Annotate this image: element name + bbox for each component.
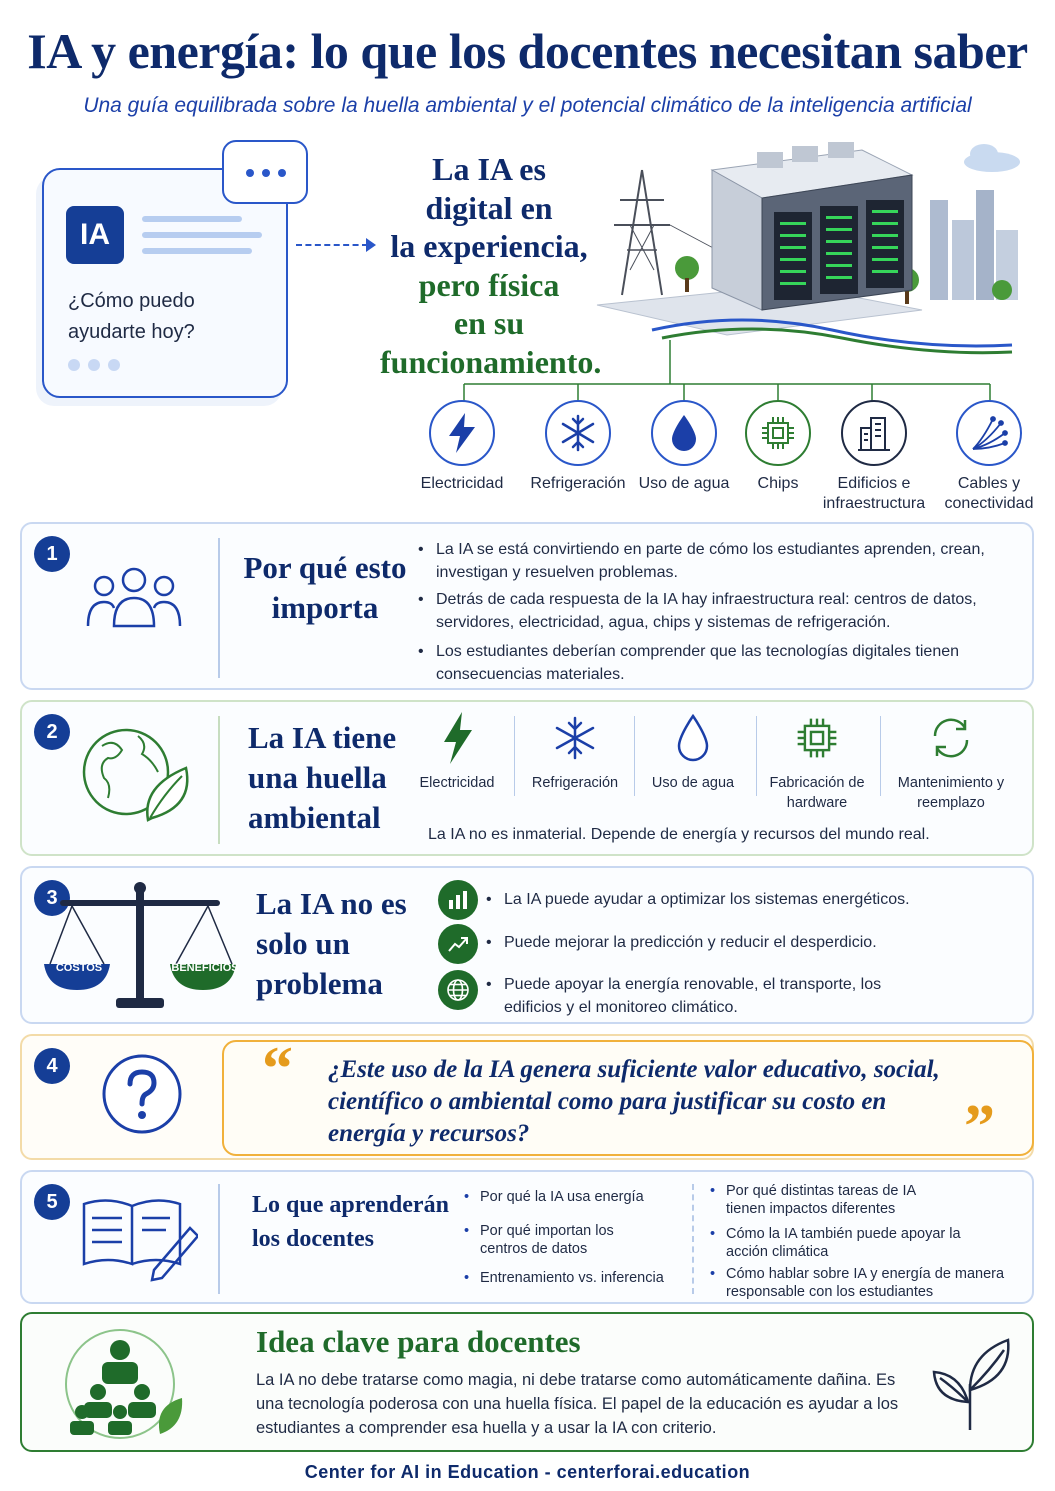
key-question: ¿Este uso de la IA genera suficiente valor educativo, social, científico o ambiental como para justificar su costo en energía y recursos? xyxy=(328,1056,940,1147)
divider xyxy=(692,1184,694,1294)
section-note: La IA no es inmaterial. Depende de energía y recursos del mundo real. xyxy=(428,826,930,843)
component-electricity xyxy=(402,400,522,494)
hero-line: digital en xyxy=(425,189,553,226)
bullet-item: • Puede mejorar la predicción y reducir el desperdicio. xyxy=(504,931,1004,954)
section-number: 3 xyxy=(34,880,70,916)
component-label: Chips xyxy=(757,475,799,492)
key-idea-text: La IA no debe tratarse como magia, ni debe tratarse como automáticamente dañina. Es una tecnología poderosa con una huella física. El papel de la educación es ayudar a los estudiantes a comprender esa huella y a usar la IA con criterio. xyxy=(256,1371,899,1437)
feature-label: Electricidad xyxy=(419,775,495,791)
list-item: • Cómo la IA también puede apoyar la acción climática xyxy=(726,1225,966,1261)
feature-hardware xyxy=(758,712,876,813)
list-item: • Entrenamiento vs. inferencia xyxy=(480,1269,690,1287)
feature-electricity xyxy=(398,712,516,793)
section-what-teachers-learn xyxy=(20,1170,1034,1304)
lightning-icon xyxy=(429,400,495,466)
book-pencil-icon xyxy=(78,1190,198,1282)
question-mark-icon xyxy=(100,1052,184,1136)
close-quote-icon: ” xyxy=(964,1093,995,1161)
datacenter-illustration xyxy=(592,130,1032,365)
teacher-students-icon xyxy=(58,1326,188,1440)
component-label: Cables y conectividad xyxy=(944,475,1034,512)
feature-maintenance xyxy=(892,712,1010,813)
seedling-icon xyxy=(930,1332,1016,1432)
dashed-arrow xyxy=(296,244,368,246)
feature-water xyxy=(634,712,752,793)
lightning-icon xyxy=(440,712,474,764)
hero-line: funcionamiento. xyxy=(380,343,602,380)
globe-icon xyxy=(438,970,478,1010)
globe-leaf-icon xyxy=(78,720,198,824)
speech-bubble-icon xyxy=(222,140,308,204)
scale-right-label: BENEFICIOS xyxy=(171,962,239,974)
divider xyxy=(514,716,515,796)
hero-line: pero física xyxy=(418,266,560,303)
building-icon xyxy=(841,400,907,466)
section-environmental-footprint xyxy=(20,700,1034,856)
component-label: Edificios e infraestructura xyxy=(822,475,926,512)
section-title: Lo que aprenderán los docentes xyxy=(252,1192,449,1252)
chat-line xyxy=(142,216,242,222)
bullet-item: • La IA puede ayudar a optimizar los sistemas energéticos. xyxy=(504,888,1004,911)
feature-label: Uso de agua xyxy=(651,775,735,791)
bullet-item: • Detrás de cada respuesta de la IA hay infraestructura real: centros de datos, servidores, electricidad, agua, chips y sistemas de refrigeración. xyxy=(436,588,1016,634)
section-number: 5 xyxy=(34,1184,70,1220)
chat-line xyxy=(142,232,262,238)
feature-label: Mantenimiento y reemplazo xyxy=(897,775,1005,811)
section-title: La IA no es solo un problema xyxy=(256,886,407,1001)
quote-box xyxy=(222,1035,1034,1161)
typing-dot xyxy=(88,359,100,371)
section-number: 2 xyxy=(34,714,70,750)
balance-scale-icon xyxy=(40,878,240,1018)
list-item: • Por qué distintas tareas de IA tienen impactos diferentes xyxy=(726,1182,946,1218)
divider xyxy=(218,1184,220,1294)
section-not-only-problem xyxy=(20,866,1034,1024)
bullet-item: • Puede apoyar la energía renovable, el transporte, los edificios y el monitoreo climático. xyxy=(504,973,904,1019)
component-cooling xyxy=(518,400,638,494)
hero-line: en su xyxy=(453,305,525,341)
divider xyxy=(756,716,757,796)
page-title: IA y energía: lo que los docentes necesitan saber xyxy=(27,23,1028,79)
water-drop-icon xyxy=(651,400,717,466)
arrow-head-icon xyxy=(366,238,376,252)
feature-cooling xyxy=(516,712,634,793)
open-quote-icon: “ xyxy=(262,1035,293,1103)
divider xyxy=(880,716,881,796)
component-buildings xyxy=(814,400,934,514)
section-key-question xyxy=(20,1034,1034,1160)
chat-question: ¿Cómo puedo ayudarte hoy? xyxy=(68,290,195,343)
bullet-item: • La IA se está convirtiendo en parte de cómo los estudiantes aprenden, crean, investigan y resuelven problemas. xyxy=(436,538,1016,584)
section-title: La IA tiene una huella ambiental xyxy=(248,720,397,835)
component-label: Uso de agua xyxy=(638,475,730,492)
component-connector-lines xyxy=(460,340,1020,402)
trend-up-icon xyxy=(438,924,478,964)
snowflake-icon xyxy=(552,712,598,764)
section-key-idea xyxy=(20,1312,1034,1452)
typing-dot xyxy=(108,359,120,371)
recycle-icon xyxy=(925,712,977,764)
page-subtitle: Una guía equilibrada sobre la huella ambiental y el potencial climático de la inteligencia artificial xyxy=(83,94,972,117)
hero-line: la experiencia, xyxy=(390,228,588,264)
feature-label: Refrigeración xyxy=(531,775,619,791)
component-label: Refrigeración xyxy=(530,475,626,492)
water-drop-icon xyxy=(675,712,711,764)
section-number: 1 xyxy=(34,536,70,572)
divider xyxy=(218,716,220,844)
chat-line xyxy=(142,248,252,254)
divider xyxy=(218,538,220,678)
list-item: • Por qué importan los centros de datos xyxy=(480,1222,650,1258)
footer-credit: Center for AI in Education - centerforai.education xyxy=(304,1462,751,1482)
feature-label: Fabricación de hardware xyxy=(769,775,865,811)
fiber-cable-icon xyxy=(956,400,1022,466)
snowflake-icon xyxy=(545,400,611,466)
chip-icon xyxy=(794,712,840,764)
hero-line: La IA es xyxy=(432,151,546,187)
component-label: Electricidad xyxy=(420,475,504,492)
bullet-item: • Los estudiantes deberían comprender que las tecnologías digitales tienen consecuencias materiales. xyxy=(436,640,996,686)
key-idea-title: Idea clave para docentes xyxy=(256,1324,581,1359)
section-why-it-matters xyxy=(20,522,1034,690)
list-item: • Cómo hablar sobre IA y energía de manera responsable con los estudiantes xyxy=(726,1265,1006,1301)
bar-chart-icon xyxy=(438,880,478,920)
typing-dot xyxy=(68,359,80,371)
scale-left-label: COSTOS xyxy=(55,962,103,974)
list-item: • Por qué la IA usa energía xyxy=(480,1188,680,1206)
ia-badge: IA xyxy=(66,206,124,264)
people-group-icon xyxy=(84,566,184,636)
section-title: Por qué esto importa xyxy=(243,550,407,625)
component-cables xyxy=(929,400,1049,514)
section-number: 4 xyxy=(34,1048,70,1084)
chip-icon xyxy=(745,400,811,466)
